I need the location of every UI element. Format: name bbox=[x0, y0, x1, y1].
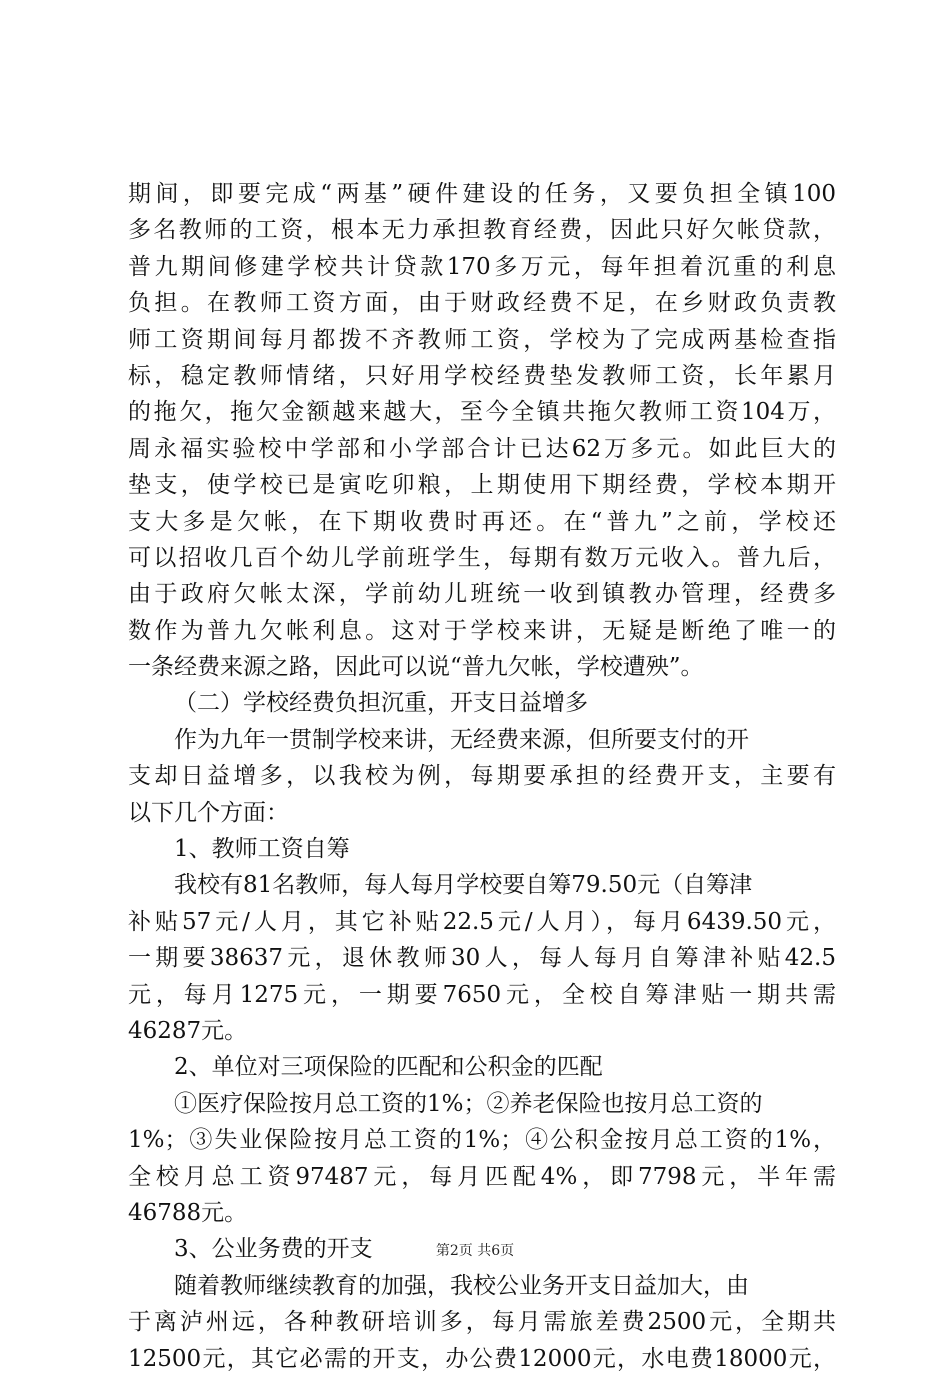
document-body bbox=[128, 176, 836, 1377]
paragraph-line: 周永福实验校中学部和小学部合计已达62万多元。如此巨大的 bbox=[128, 435, 836, 462]
paragraph-line: 师工资期间每月都拨不齐教师工资，学校为了完成两基检查指 bbox=[128, 326, 836, 353]
page-footer: 第2页 共6页 bbox=[435, 1243, 515, 1259]
paragraph-line: 于离泸州远，各种教研培训多，每月需旅差费2500元，全期共 bbox=[128, 1309, 836, 1336]
paragraph-line: 数作为普九欠帐利息。这对于学校来讲，无疑是断绝了唯一的 bbox=[128, 617, 836, 644]
paragraph-line: 1%；③失业保险按月总工资的1%；④公积金按月总工资的1%， bbox=[128, 1127, 836, 1154]
paragraph-line: 以下几个方面： bbox=[128, 799, 289, 826]
section-heading: （二）学校经费负担沉重，开支日益增多 bbox=[174, 690, 588, 717]
paragraph-line: 普九期间修建学校共计贷款170多万元，每年担着沉重的利息 bbox=[128, 253, 836, 280]
paragraph-line: 全校月总工资97487元，每月匹配4%，即7798元，半年需 bbox=[128, 1163, 836, 1190]
paragraph-line: 支却日益增多，以我校为例，每期要承担的经费开支，主要有 bbox=[128, 763, 836, 790]
paragraph-line: 46788元。 bbox=[128, 1199, 248, 1226]
paragraph-line: 标，稳定教师情绪，只好用学校经费垫发教师工资，长年累月 bbox=[128, 362, 836, 389]
paragraph-line: 一期要38637元，退休教师30人，每人每月自筹津补贴42.5 bbox=[128, 945, 836, 972]
paragraph-line: ①医疗保险按月总工资的1%；②养老保险也按月总工资的 bbox=[174, 1090, 763, 1117]
paragraph-line: 元，每月1275元，一期要7650元，全校自筹津贴一期共需 bbox=[128, 981, 836, 1008]
paragraph-line: 可以招收几百个幼儿学前班学生，每期有数万元收入。普九后， bbox=[128, 544, 836, 571]
section-heading: 1、教师工资自筹 bbox=[174, 836, 350, 863]
paragraph-line: 我校有81名教师，每人每月学校要自筹79.50元（自筹津 bbox=[174, 872, 753, 899]
paragraph-line: 垫支，使学校已是寅吃卯粮，上期使用下期经费，学校本期开 bbox=[128, 472, 836, 499]
paragraph-line: 补贴57元/人月，其它补贴22.5元/人月），每月6439.50元， bbox=[128, 908, 836, 935]
paragraph-line: 随着教师继续教育的加强，我校公业务开支日益加大，由 bbox=[174, 1272, 749, 1299]
paragraph-line: 46287元。 bbox=[128, 1017, 248, 1044]
paragraph-line: 12500元，其它必需的开支，办公费12000元，水电费18000元， bbox=[128, 1345, 836, 1372]
paragraph-line: 作为九年一贯制学校来讲，无经费来源，但所要支付的开 bbox=[174, 726, 749, 753]
paragraph-line: 多名教师的工资，根本无力承担教育经费，因此只好欠帐贷款， bbox=[128, 217, 836, 244]
paragraph-line: 的拖欠，拖欠金额越来越大，至今全镇共拖欠教师工资104万， bbox=[128, 399, 836, 426]
paragraph-line: 负担。在教师工资方面，由于财政经费不足，在乡财政负责教 bbox=[128, 290, 836, 317]
paragraph-line: 期间，即要完成“两基”硬件建设的任务，又要负担全镇100 bbox=[128, 181, 836, 207]
paragraph-line: 一条经费来源之路，因此可以说“普九欠帐，学校遭殃”。 bbox=[128, 654, 704, 681]
paragraph-line: 支大多是欠帐，在下期收费时再还。在“普九”之前，学校还 bbox=[128, 508, 836, 535]
section-heading: 3、公业务费的开支 bbox=[174, 1236, 373, 1263]
section-heading: 2、单位对三项保险的匹配和公积金的匹配 bbox=[174, 1054, 603, 1081]
paragraph-line: 由于政府欠帐太深，学前幼儿班统一收到镇教办管理，经费多 bbox=[128, 581, 836, 608]
